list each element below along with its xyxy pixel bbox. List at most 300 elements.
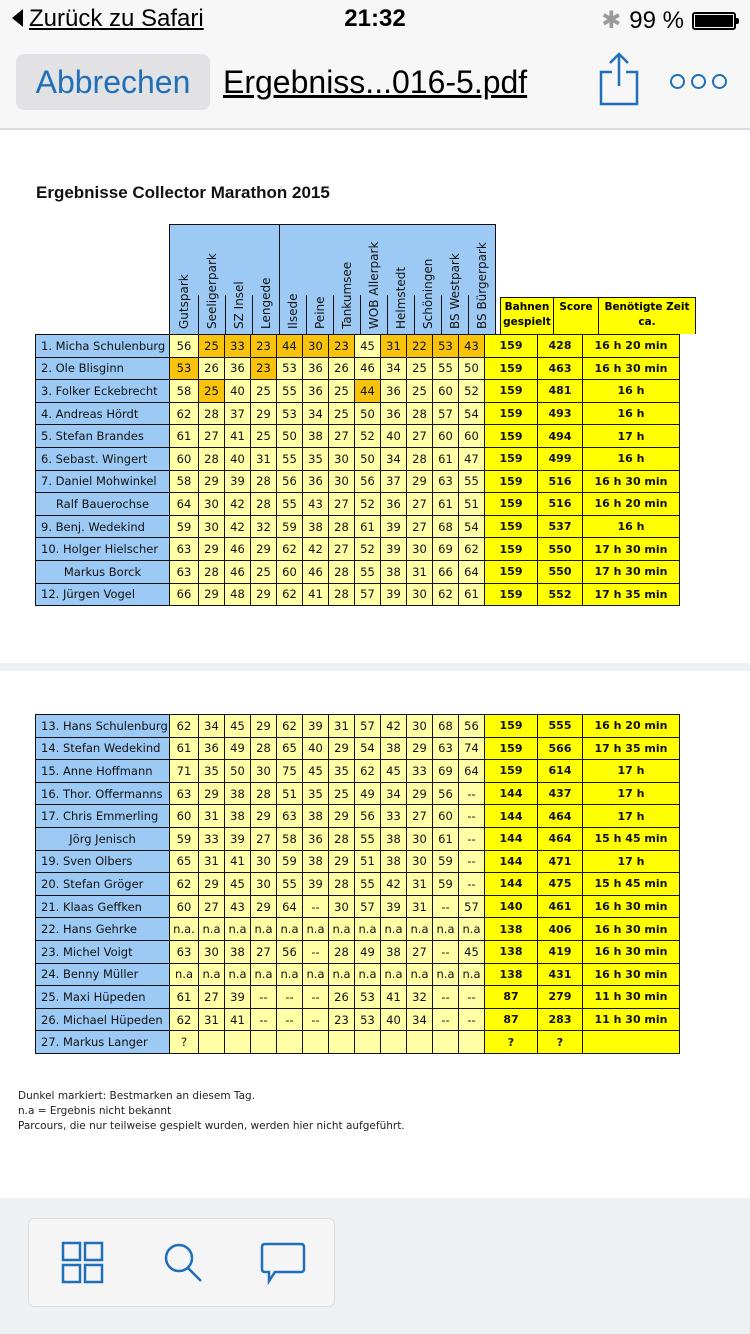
pdf-title: Ergebnisse Collector Marathon 2015 [36, 183, 330, 202]
score-cell: 38 [381, 827, 407, 850]
score-cell: 54 [459, 402, 485, 425]
score-cell: 28 [329, 873, 355, 896]
score-cell: 58 [170, 380, 199, 403]
note-line: Dunkel markiert: Bestmarken an diesem Tag. [18, 1090, 256, 1102]
score-cell: 45 [381, 760, 407, 783]
score-cell: 30 [329, 895, 355, 918]
score-cell: 38 [381, 940, 407, 963]
score-cell: 30 [407, 850, 433, 873]
score-cell: 61 [433, 827, 459, 850]
score-cell: 31 [329, 715, 355, 738]
score-cell: 30 [251, 850, 277, 873]
score-cell: n.a [251, 963, 277, 986]
score-cell: 27 [329, 538, 355, 561]
score-cell: 36 [225, 357, 251, 380]
score-cell: -- [303, 986, 329, 1009]
time-needed-cell: 16 h [583, 402, 680, 425]
score-cell: 64 [170, 493, 199, 516]
lanes-played-cell: 159 [485, 402, 538, 425]
score-cell: 27 [199, 425, 225, 448]
score-cell: 31 [407, 873, 433, 896]
score-cell: 50 [277, 425, 303, 448]
score-cell: 33 [381, 805, 407, 828]
share-icon[interactable] [598, 50, 640, 106]
table-row [36, 402, 680, 425]
score-cell: 43 [303, 493, 329, 516]
score-cell: 47 [459, 447, 485, 470]
score-cell [433, 1031, 459, 1054]
comment-icon[interactable] [259, 1239, 307, 1287]
note-line: n.a = Ergebnis nicht bekannt [18, 1105, 172, 1117]
score-cell: 28 [199, 402, 225, 425]
score-cell: 53 [277, 402, 303, 425]
total-score-cell: 516 [538, 493, 583, 516]
score-cell: 36 [381, 493, 407, 516]
total-score-cell: 494 [538, 425, 583, 448]
table-row [36, 380, 680, 403]
score-cell: 63 [170, 782, 199, 805]
score-cell: 38 [381, 560, 407, 583]
score-cell: 27 [407, 805, 433, 828]
table-row [36, 940, 680, 963]
lanes-played-cell: 159 [485, 715, 538, 738]
score-cell: 38 [381, 737, 407, 760]
score-cell: 50 [355, 402, 381, 425]
score-cell: 49 [225, 737, 251, 760]
score-cell: 34 [381, 357, 407, 380]
score-cell: 63 [170, 560, 199, 583]
player-name: 12. Jürgen Vogel [36, 583, 170, 606]
score-cell: 23 [329, 1008, 355, 1031]
time-needed-cell: 16 h 30 min [583, 940, 680, 963]
score-cell: 63 [170, 940, 199, 963]
score-cell: 29 [407, 470, 433, 493]
score-cell: 51 [459, 493, 485, 516]
player-name: 25. Maxi Hüpeden [36, 986, 170, 1009]
table-row [36, 560, 680, 583]
lanes-played-cell: 159 [485, 538, 538, 561]
score-cell: 63 [170, 538, 199, 561]
score-cell: 54 [459, 515, 485, 538]
score-cell: n.a [199, 918, 225, 941]
score-cell: 36 [303, 380, 329, 403]
lanes-played-cell: 144 [485, 805, 538, 828]
score-cell: 34 [199, 715, 225, 738]
player-name: 22. Hans Gehrke [36, 918, 170, 941]
score-cell [355, 1031, 381, 1054]
score-cell: 52 [355, 538, 381, 561]
best-score-cell: 31 [381, 335, 407, 358]
score-cell: 35 [303, 782, 329, 805]
score-cell: 28 [407, 447, 433, 470]
score-cell: 39 [225, 827, 251, 850]
time-needed-cell: 16 h 30 min [583, 470, 680, 493]
score-cell: 40 [381, 1008, 407, 1031]
player-name: 13. Hans Schulenburg [36, 715, 170, 738]
time-needed-cell: 11 h 30 min [583, 1008, 680, 1031]
score-cell: 59 [433, 850, 459, 873]
lanes-played-cell: 138 [485, 963, 538, 986]
score-cell: 55 [277, 873, 303, 896]
player-name: 21. Klaas Geffken [36, 895, 170, 918]
score-cell: 29 [329, 737, 355, 760]
score-cell: 36 [303, 470, 329, 493]
bluetooth-icon: ✱ [601, 7, 622, 34]
score-cell: 55 [277, 380, 303, 403]
player-name: 16. Thor. Offermanns [36, 782, 170, 805]
time-needed-cell: 17 h 30 min [583, 538, 680, 561]
lanes-played-cell: 159 [485, 760, 538, 783]
lanes-played-cell: 87 [485, 1008, 538, 1031]
time-needed-cell: 16 h [583, 447, 680, 470]
score-cell: n.a [381, 963, 407, 986]
score-cell: 57 [355, 583, 381, 606]
score-cell: 62 [459, 538, 485, 561]
score-cell: 63 [277, 805, 303, 828]
score-cell: 41 [381, 986, 407, 1009]
total-score-cell: 481 [538, 380, 583, 403]
course-header-label: Gutspark [177, 274, 191, 329]
score-cell: 54 [355, 737, 381, 760]
course-header [169, 224, 496, 335]
score-cell: 32 [407, 986, 433, 1009]
player-name: 6. Sebast. Wingert [36, 447, 170, 470]
player-name: 15. Anne Hoffmann [36, 760, 170, 783]
summary-header-cell: Score [553, 297, 599, 334]
time-needed-cell: 15 h 45 min [583, 827, 680, 850]
status-bar [0, 0, 750, 40]
table-row [36, 357, 680, 380]
score-cell: 29 [251, 583, 277, 606]
score-cell: 64 [459, 560, 485, 583]
score-cell: n.a [225, 918, 251, 941]
score-cell: 42 [225, 515, 251, 538]
score-cell: 31 [407, 895, 433, 918]
score-cell: 25 [407, 357, 433, 380]
score-cell: 30 [407, 583, 433, 606]
player-name: Ralf Bauerochse [36, 493, 170, 516]
score-cell: -- [303, 895, 329, 918]
score-cell: 36 [381, 380, 407, 403]
score-cell: 60 [433, 425, 459, 448]
score-cell: 46 [355, 357, 381, 380]
lanes-played-cell: 159 [485, 425, 538, 448]
score-cell: n.a [329, 963, 355, 986]
player-name: Markus Borck [36, 560, 170, 583]
lanes-played-cell: 159 [485, 560, 538, 583]
score-cell: n.a [459, 963, 485, 986]
score-cell: 30 [199, 515, 225, 538]
table-row [36, 805, 680, 828]
score-cell: 41 [225, 1008, 251, 1031]
lanes-played-cell: 144 [485, 873, 538, 896]
table-row [36, 538, 680, 561]
score-cell: 30 [199, 940, 225, 963]
score-cell: 32 [251, 515, 277, 538]
best-score-cell: 33 [225, 335, 251, 358]
lanes-played-cell: 144 [485, 827, 538, 850]
course-header-cell [468, 225, 495, 335]
lanes-played-cell: 87 [485, 986, 538, 1009]
score-cell: 27 [251, 827, 277, 850]
score-cell: 68 [433, 515, 459, 538]
total-score-cell: 475 [538, 873, 583, 896]
score-cell: 51 [355, 850, 381, 873]
score-cell: 50 [355, 447, 381, 470]
player-name: 10. Holger Hielscher [36, 538, 170, 561]
player-name: 26. Michael Hüpeden [36, 1008, 170, 1031]
score-cell: 61 [355, 515, 381, 538]
total-score-cell: 499 [538, 447, 583, 470]
score-cell: 61 [433, 447, 459, 470]
score-cell: 27 [407, 425, 433, 448]
score-cell: -- [459, 1008, 485, 1031]
score-cell: 30 [407, 827, 433, 850]
score-cell: 30 [329, 447, 355, 470]
score-cell: 52 [355, 493, 381, 516]
score-cell [329, 1031, 355, 1054]
score-cell: 28 [407, 402, 433, 425]
score-cell: 60 [170, 447, 199, 470]
table-row [36, 1008, 680, 1031]
score-cell: 59 [277, 850, 303, 873]
score-cell: 39 [381, 583, 407, 606]
score-cell: n.a [277, 963, 303, 986]
time-needed-cell: 11 h 30 min [583, 986, 680, 1009]
score-cell: 40 [381, 425, 407, 448]
time-needed-cell: 16 h [583, 380, 680, 403]
course-header-label: Tankumsee [339, 261, 354, 329]
score-cell: 25 [251, 560, 277, 583]
score-cell: 34 [381, 447, 407, 470]
score-cell: 55 [355, 873, 381, 896]
bottom-toolbar [0, 1198, 750, 1334]
results-table-page1 [35, 334, 680, 606]
score-cell: 40 [225, 447, 251, 470]
player-name: 27. Markus Langer [36, 1031, 170, 1054]
score-cell: 57 [355, 895, 381, 918]
score-cell: -- [251, 986, 277, 1009]
page-separator [0, 663, 750, 671]
score-cell: 28 [251, 737, 277, 760]
score-cell: -- [459, 873, 485, 896]
score-cell: 27 [199, 895, 225, 918]
score-cell: 29 [407, 782, 433, 805]
score-cell: 59 [170, 827, 199, 850]
score-cell: 39 [225, 470, 251, 493]
score-cell: 42 [303, 538, 329, 561]
lanes-played-cell: 159 [485, 380, 538, 403]
course-header-label: Ilsede [286, 293, 300, 329]
course-header-label: Schöningen [420, 258, 435, 329]
total-score-cell: 614 [538, 760, 583, 783]
score-cell: 26 [199, 357, 225, 380]
score-cell: 29 [199, 873, 225, 896]
course-header-cell [360, 225, 387, 335]
document-title[interactable]: Ergebniss...016-5.pdf [223, 64, 528, 100]
course-header-label: Seeligerpark [204, 253, 219, 329]
lanes-played-cell: 138 [485, 918, 538, 941]
score-cell: 38 [303, 515, 329, 538]
lanes-played-cell: ? [485, 1031, 538, 1054]
score-cell: 27 [407, 940, 433, 963]
score-cell: 56 [277, 940, 303, 963]
score-cell: 63 [433, 737, 459, 760]
table-row [36, 895, 680, 918]
score-cell: 62 [170, 715, 199, 738]
score-cell: 53 [355, 986, 381, 1009]
score-cell [459, 1031, 485, 1054]
total-score-cell: 428 [538, 335, 583, 358]
lanes-played-cell: 159 [485, 335, 538, 358]
best-score-cell: 23 [329, 335, 355, 358]
course-header-label: Peine [312, 296, 327, 329]
score-cell: 29 [329, 805, 355, 828]
score-cell: 74 [459, 737, 485, 760]
score-cell: n.a [251, 918, 277, 941]
total-score-cell: 431 [538, 963, 583, 986]
score-cell: 41 [225, 425, 251, 448]
score-cell [277, 1031, 303, 1054]
score-cell: 29 [329, 850, 355, 873]
search-icon[interactable] [159, 1239, 207, 1287]
total-score-cell: 550 [538, 560, 583, 583]
total-score-cell: 493 [538, 402, 583, 425]
battery-icon [692, 12, 736, 30]
score-cell: 30 [407, 715, 433, 738]
best-score-cell: 53 [433, 335, 459, 358]
time-needed-cell: 16 h 20 min [583, 715, 680, 738]
score-cell: 64 [277, 895, 303, 918]
score-cell: n.a [407, 918, 433, 941]
score-cell: 39 [303, 873, 329, 896]
score-cell: 29 [199, 538, 225, 561]
score-cell: 28 [329, 515, 355, 538]
score-cell: 56 [170, 335, 199, 358]
summary-header-cell: Bahnen gespielt [500, 297, 554, 334]
score-cell [225, 1031, 251, 1054]
course-header-label: BS Bürgerpark [474, 242, 489, 329]
score-cell: 29 [251, 715, 277, 738]
score-cell: 38 [303, 425, 329, 448]
score-cell: 59 [277, 515, 303, 538]
score-cell: 43 [225, 895, 251, 918]
cancel-button[interactable]: Abbrechen [16, 54, 210, 110]
lanes-played-cell: 144 [485, 782, 538, 805]
time-needed-cell: 16 h 30 min [583, 963, 680, 986]
best-score-cell: 23 [251, 335, 277, 358]
player-name: 17. Chris Emmerling [36, 805, 170, 828]
score-cell: 60 [433, 380, 459, 403]
score-cell: n.a [459, 918, 485, 941]
score-cell: 38 [225, 782, 251, 805]
score-cell: -- [433, 1008, 459, 1031]
score-cell: n.a [225, 963, 251, 986]
course-header-cell [333, 225, 360, 335]
table-row [36, 873, 680, 896]
score-cell: 31 [199, 1008, 225, 1031]
score-cell: 45 [225, 715, 251, 738]
score-cell: n.a. [170, 918, 199, 941]
score-cell: 29 [199, 470, 225, 493]
score-cell: 58 [170, 470, 199, 493]
player-name: 23. Michel Voigt [36, 940, 170, 963]
score-cell: 48 [225, 583, 251, 606]
player-name: 19. Sven Olbers [36, 850, 170, 873]
course-header-cell [279, 225, 306, 335]
score-cell: -- [459, 805, 485, 828]
score-cell: 66 [433, 560, 459, 583]
score-cell: 31 [199, 805, 225, 828]
score-cell: 28 [251, 493, 277, 516]
total-score-cell: 406 [538, 918, 583, 941]
score-cell: 37 [225, 402, 251, 425]
score-cell: 29 [199, 782, 225, 805]
battery-percent: 99 % [629, 6, 684, 34]
score-cell: 42 [381, 873, 407, 896]
score-cell: 55 [459, 470, 485, 493]
player-name: Jörg Jenisch [36, 827, 170, 850]
more-icon[interactable] [670, 74, 727, 89]
table-row [36, 1031, 680, 1054]
table-row [36, 827, 680, 850]
total-score-cell: 550 [538, 538, 583, 561]
table-row [36, 470, 680, 493]
score-cell: 28 [329, 827, 355, 850]
score-cell: -- [433, 895, 459, 918]
score-cell: 60 [170, 805, 199, 828]
score-cell: 27 [199, 986, 225, 1009]
score-cell: n.a [303, 963, 329, 986]
best-score-cell: 44 [355, 380, 381, 403]
score-cell: 27 [407, 493, 433, 516]
summary-header-cell: Benötigte Zeit ca. [598, 297, 696, 334]
total-score-cell: 464 [538, 805, 583, 828]
score-cell: 55 [355, 827, 381, 850]
table-row [36, 425, 680, 448]
grid-icon[interactable] [59, 1239, 107, 1287]
score-cell: n.a [381, 918, 407, 941]
score-cell: 55 [433, 357, 459, 380]
score-cell: 41 [225, 850, 251, 873]
score-cell: 49 [355, 940, 381, 963]
score-cell: 38 [225, 805, 251, 828]
lanes-played-cell: 144 [485, 850, 538, 873]
score-cell: -- [277, 1008, 303, 1031]
score-cell: 45 [355, 335, 381, 358]
total-score-cell: 279 [538, 986, 583, 1009]
score-cell: 35 [199, 760, 225, 783]
time-needed-cell [583, 1031, 680, 1054]
score-cell: 35 [329, 760, 355, 783]
total-score-cell: 516 [538, 470, 583, 493]
course-header-cell [414, 225, 441, 335]
score-cell: 69 [433, 538, 459, 561]
score-cell: 69 [433, 760, 459, 783]
score-cell: 52 [355, 425, 381, 448]
score-cell: 29 [251, 538, 277, 561]
lanes-played-cell: 159 [485, 493, 538, 516]
score-cell: 58 [277, 827, 303, 850]
score-cell: 34 [381, 782, 407, 805]
course-header-label: Lengede [258, 277, 273, 329]
score-cell: 56 [277, 470, 303, 493]
score-cell [303, 1031, 329, 1054]
course-header-label: Helmstedt [393, 266, 408, 329]
player-name: 14. Stefan Wedekind [36, 737, 170, 760]
score-cell: 41 [303, 583, 329, 606]
best-score-cell: 43 [459, 335, 485, 358]
